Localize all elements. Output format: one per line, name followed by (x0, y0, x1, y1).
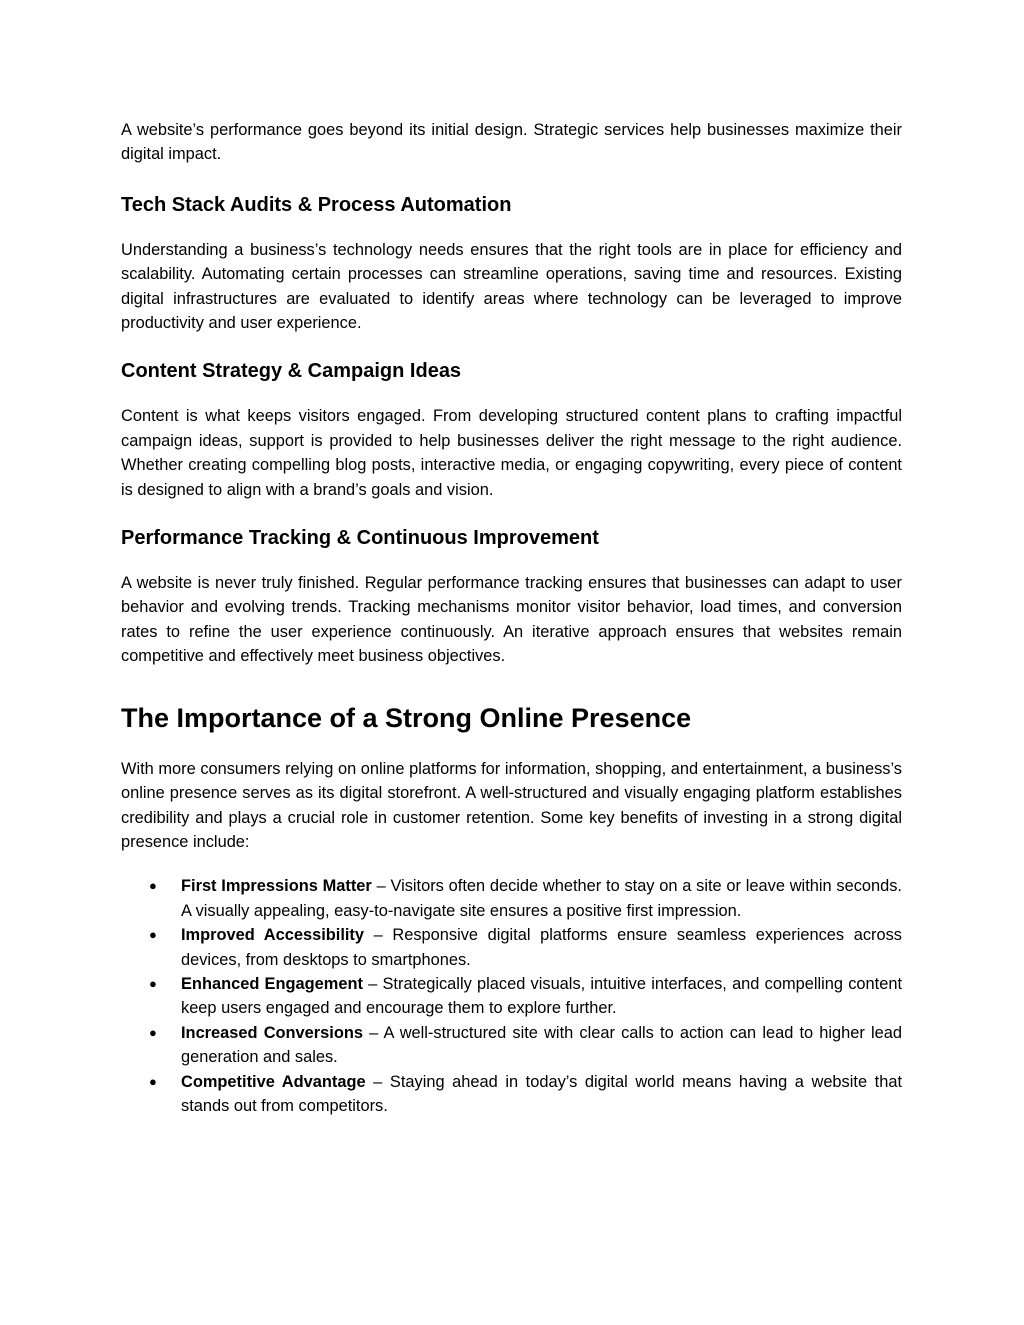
benefit-title: Competitive Advantage (181, 1072, 366, 1091)
bullet-icon: ● (149, 927, 157, 943)
document-page (121, 118, 902, 1118)
bullet-icon: ● (149, 975, 157, 991)
list-item (121, 923, 902, 972)
benefit-text: – Responsive digital platforms ensure seamless experiences across devices, from desktops to smartphones. (181, 926, 903, 969)
benefit-text: – Visitors often decide whether to stay on a site or leave within seconds. A visually appealing, easy-to-navigate site ensures a positive first impression. (181, 877, 902, 920)
performance-tracking-paragraph: A website is never truly finished. Regular performance tracking ensures that businesses can adapt to user behavior and evolving trends. Tracking mechanisms monitor visitor behavior, load times, and conversion rates to refine the user experience continuously. An iterative approach ensures that websites remain competitive and effectively meet business objectives. (121, 574, 902, 666)
list-item (121, 1021, 902, 1070)
list-item (121, 874, 902, 923)
content-strategy-paragraph: Content is what keeps visitors engaged. From developing structured content plans to crafting impactful campaign ideas, support is provided to help businesses deliver the right message to the right audience. Whether creating compelling blog posts, interactive media, or engaging copywriting, every piece of content is designed to align with a brand’s goals and vision. (121, 407, 902, 499)
benefits-list (121, 874, 902, 1118)
benefit-title: Improved Accessibility (181, 926, 365, 945)
bullet-icon: ● (149, 1073, 157, 1089)
benefit-title: First Impressions Matter (181, 877, 372, 896)
content-strategy-heading: Content Strategy & Campaign Ideas (121, 360, 462, 383)
benefit-text: – Strategically placed visuals, intuitive interfaces, and compelling content keep users engaged and encourage them to explore further. (181, 974, 902, 1018)
bullet-icon: ● (149, 1024, 157, 1040)
list-item (121, 972, 902, 1021)
tech-stack-heading: Tech Stack Audits & Process Automation (121, 193, 512, 216)
benefit-title: Enhanced Engagement (181, 974, 363, 993)
tech-stack-paragraph: Understanding a business’s technology needs ensures that the right tools are in place for efficiency and scalability. Automating certain processes can streamline operations, saving time and resources. Existing digital infrastructures are evaluated to identify areas where technology can be leveraged to improve productivity and user experience. (121, 240, 902, 333)
performance-tracking-heading: Performance Tracking & Continuous Improvement (121, 527, 599, 550)
bullet-icon: ● (149, 878, 157, 894)
importance-heading: The Importance of a Strong Online Presence (121, 702, 692, 733)
benefit-title: Increased Conversions (181, 1023, 363, 1042)
benefit-text: – A well-structured site with clear calls to action can lead to higher lead generation and sales. (181, 1023, 903, 1067)
list-item (121, 1070, 902, 1119)
benefit-text: – Staying ahead in today’s digital world means having a website that stands out from competitors. (181, 1072, 902, 1115)
intro-paragraph: A website’s performance goes beyond its initial design. Strategic services help businesses maximize their digital impact. (121, 121, 902, 164)
importance-paragraph: With more consumers relying on online platforms for information, shopping, and entertainment, a business’s online presence serves as its digital storefront. A well-structured and visually engaging platform establishes credibility and plays a crucial role in customer retention. Some key benefits of investing in a strong digital presence include: (121, 759, 902, 851)
